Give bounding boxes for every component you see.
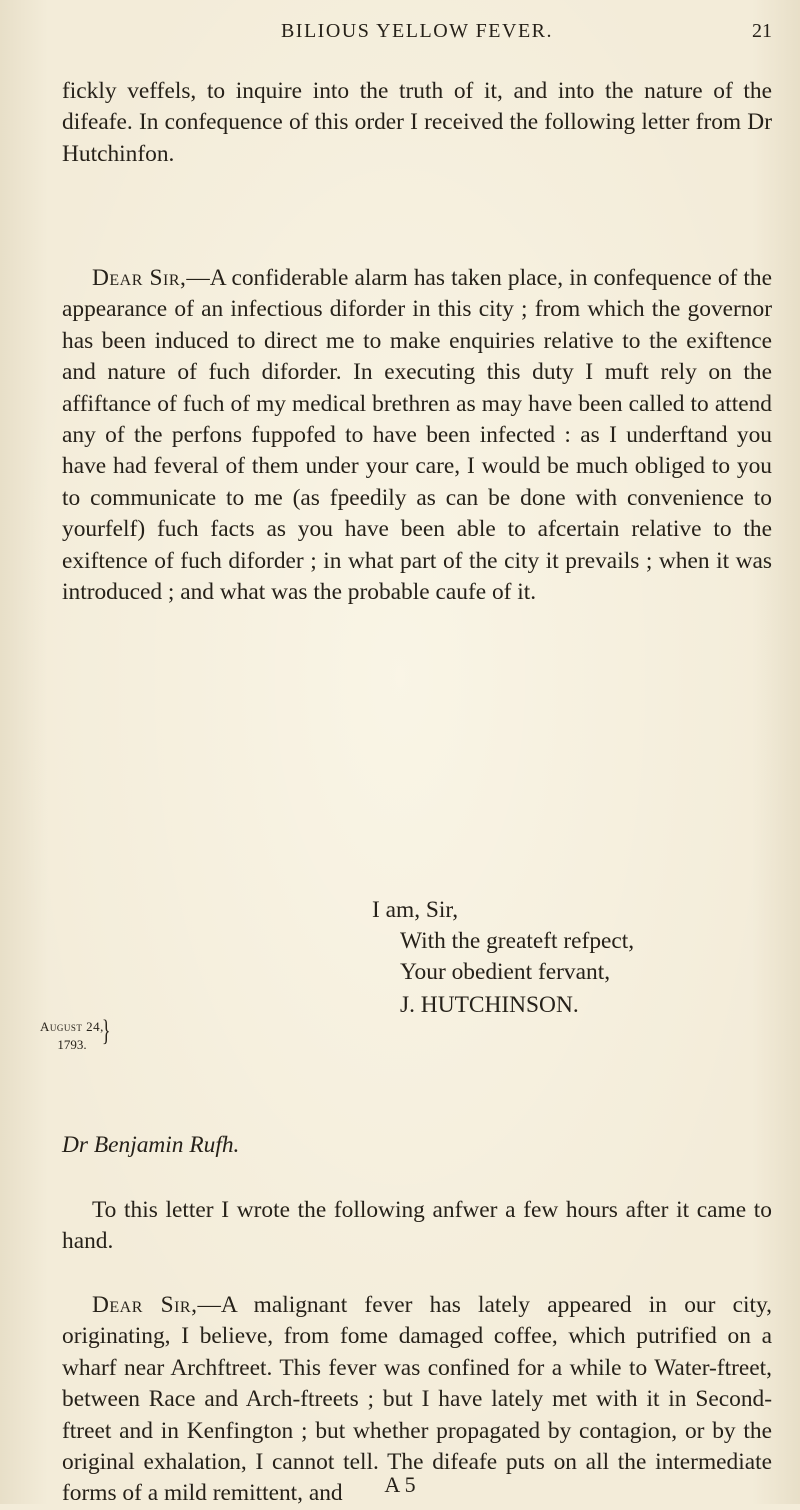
salutation: Dear Sir, xyxy=(92,1292,198,1318)
printer-signature-mark: A 5 xyxy=(384,1472,416,1497)
page-number: 21 xyxy=(752,20,772,42)
date-month-day: August 24, xyxy=(40,1019,104,1034)
date-year: 1793. xyxy=(57,1037,87,1052)
closing-line-2: With the greateft refpect, xyxy=(400,928,635,954)
signature: J. HUTCHINSON. xyxy=(400,992,579,1018)
brace-mark: } xyxy=(101,1014,111,1047)
paragraph-hutchinson-letter xyxy=(62,263,772,608)
letter-date xyxy=(40,1018,104,1054)
running-head: BILIOUS YELLOW FEVER. xyxy=(280,20,554,42)
page-header xyxy=(62,20,772,50)
closing-line-3: Your obedient fervant, xyxy=(400,959,611,985)
salutation: Dear Sir, xyxy=(92,265,187,291)
closing-line-1: I am, Sir, xyxy=(372,897,459,923)
addressee: Dr Benjamin Rufh. xyxy=(62,1132,240,1158)
paragraph-intro: fickly veffels, to inquire into the truth of it, and into the nature of the difeafe. In confequence of this order I received the following letter from Dr Hutchinfon. xyxy=(62,78,772,167)
letter-body: —A confiderable alarm has taken place, in confequence of the appearance of an infectious diforder in this city ; from which the governor has been induced to direct me to make enquiries relative to the exiftence and nature of fuch diforder. In executing this duty I muft rely on the affiftance of fuch of my medical brethren as may have been called to attend any of the perfons fuppofed to have been infected : as I underftand you have had feveral of them under your care, I would be much obliged to you to communicate to me (as fpeedily as can be done with convenience to yourfelf) fuch facts as you have been able to afcertain relative to the exiftence of fuch diforder ; in what part of the city it prevails ; when it was introduced ; and what was the probable caufe of it. xyxy=(62,265,772,606)
letter-body: —A malignant fever has lately appeared in our city, originating, I believe, from fome damaged coffee, which putrified on a wharf near Archftreet. This fever was confined for a while to Water-ftreet, between Race and Arch-ftreets ; but I have lately met with it in Second-ftreet and in Kenfington ; but whether propagated by contagion, or by the original exhalation, I cannot tell. The difeafe puts on all the intermediate forms of a mild remittent, and xyxy=(62,1292,772,1507)
paragraph-answer-intro: To this letter I wrote the following anfwer a few hours after it came to hand. xyxy=(62,1197,772,1255)
